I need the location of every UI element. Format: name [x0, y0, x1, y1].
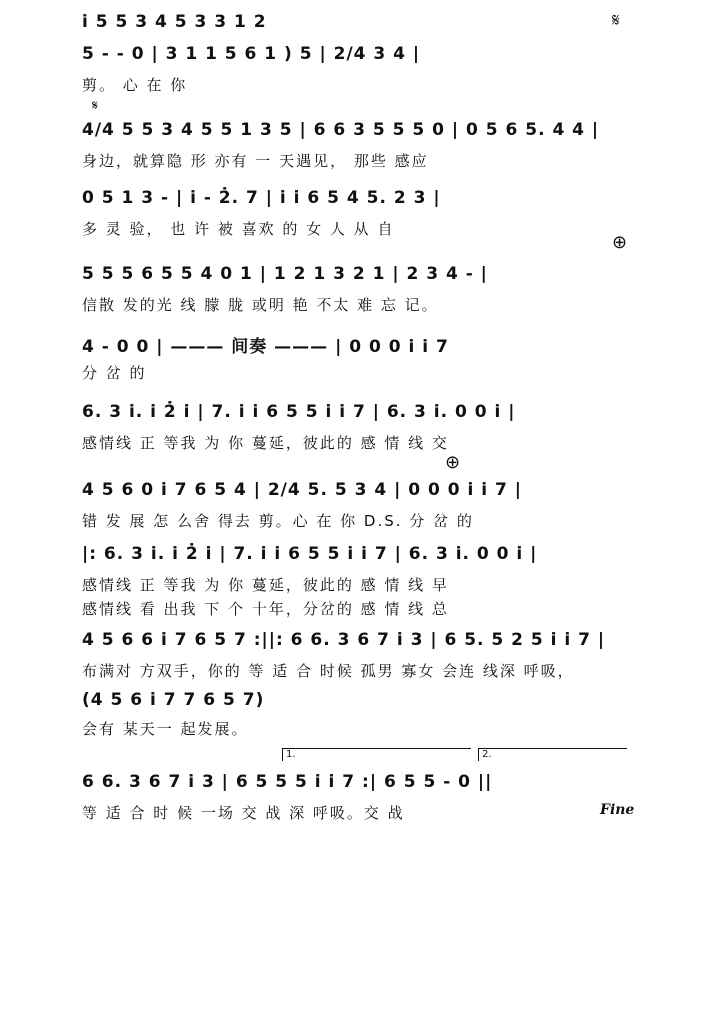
lyric-line: 会有 某天一 起发展。: [82, 720, 249, 738]
lyric-line: 布满对 方双手，你的 等 适 合 时候 孤男 寡女 会连 线深 呼吸，: [82, 662, 575, 680]
notes-line: 4 - 0 0 | ——— 间奏 ——— | 0 0 0 i̇ i̇ 7: [82, 337, 449, 357]
lyric-line: 感情线 正 等我 为 你 蔓延，彼此的 感 情 线 交: [82, 434, 449, 452]
volta-second-ending: 2.: [478, 748, 627, 761]
lyric-line: 等 适 合 时 候 一场 交 战 深 呼吸。交 战: [82, 804, 405, 822]
lyric-line: 信散 发的光 线 朦 胧 或明 艳 不太 难 忘 记。: [82, 296, 439, 314]
lyric-line: 身边，就算隐 形 亦有 一 天遇见， 那些 感应: [82, 152, 429, 170]
coda-sign: ⊕: [612, 232, 628, 253]
lyric-line-verse-1: 感情线 正 等我 为 你 蔓延，彼此的 感 情 线 早: [82, 576, 449, 594]
volta-first-ending: 1.: [282, 748, 471, 761]
lyric-line: 错 发 展 怎 么舍 得去 剪。心 在 你 D.S. 分 岔 的: [82, 512, 474, 530]
segno-sign-inline: 𝄋: [92, 98, 99, 114]
lyric-line: 剪。 心 在 你: [82, 76, 188, 94]
notes-line: 6 6. 3 6 7 i̇ 3 | 6 5 5 5 i̇ i̇ 7 :| 6 5 5 - 0 ||: [82, 772, 493, 792]
notes-line: |: 6. 3 i̇. i̇ 2̇ i̇ | 7. i̇ i̇ 6 5 5 i̇ i̇ 7 | 6. 3 i̇. 0 0 i̇ |: [82, 544, 538, 564]
notes-line: 5 - - 0 | 3 1 1 5 6 1 ) 5 | 2/4 3 4 |: [82, 44, 421, 64]
lyric-line: 分 岔 的: [82, 364, 147, 382]
fine-marker: Fine: [600, 802, 635, 818]
notes-line: 4/4 5 5 3 4 5 5 1 3 5 | 6 6 3 5 5 5 0 | 0 5 6 5. 4 4 |: [82, 120, 600, 140]
notes-line: 0 5 1 3 - | i̇ - 2̇. 7 | i̇ i̇ 6 5 4 5. 2 3 |: [82, 188, 441, 208]
notes-line: 6. 3 i̇. i̇ 2̇ i̇ | 7. i̇ i̇ 6 5 5 i̇ i̇ 7 | 6. 3 i̇. 0 0 i̇ |: [82, 402, 516, 422]
notes-line: i̇ 5 5 3 4 5 3 3 1 2: [82, 12, 267, 32]
notes-line: 4 5 6 6 i̇ 7 6 5 7 :||: 6 6. 3 6 7 i̇ 3 | 6 5. 5 2 5 i̇ i̇ 7 |: [82, 630, 606, 650]
coda-sign-inline: ⊕: [445, 452, 461, 473]
lyric-line-verse-2: 感情线 看 出我 下 个 十年，分岔的 感 情 线 总: [82, 600, 449, 618]
notes-line: 4 5 6 0 i̇ 7 6 5 4 | 2/4 5. 5 3 4 | 0 0 0 i̇ i̇ 7 |: [82, 480, 522, 500]
lyric-line: 多 灵 验， 也 许 被 喜欢 的 女 人 从 自: [82, 220, 395, 238]
notes-line: 5 5 5 6 5 5 4 0 1 | 1 2 1 3 2 1 | 2 3 4 - |: [82, 264, 488, 284]
segno-sign: 𝄋: [612, 10, 620, 31]
notes-line: (4 5 6 i̇ 7 7 6 5 7): [82, 690, 265, 710]
